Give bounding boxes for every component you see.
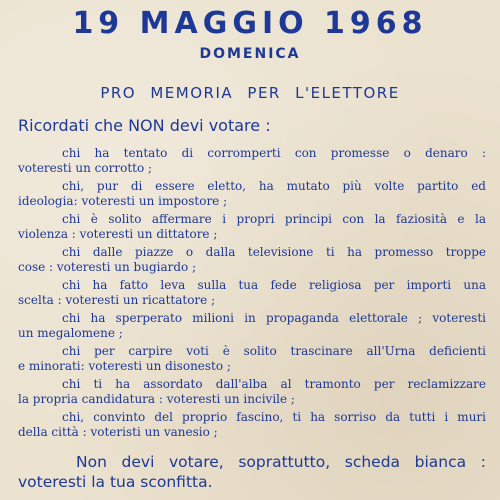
closing-statement <box>18 452 486 492</box>
item-line-1: chi per carpire voti è solito trascinare all'Urna deficienti <box>62 344 486 358</box>
item-line-2: la propria candidatura : voteresti un incivile ; <box>18 391 295 406</box>
memo-subtitle: PRO MEMORIA PER L'ELETTORE <box>100 84 400 102</box>
date-title: 19 MAGGIO 1968 <box>72 6 428 41</box>
item-line-1: chi ti ha assordato dall'alba al tramonto per reclamizzare <box>62 377 486 391</box>
list-item <box>18 311 486 340</box>
item-line-2: ideologia: voteresti un impostore ; <box>18 193 228 208</box>
item-line-1: chi ha fatto leva sulla tua fede religiosa per importi una <box>62 278 486 292</box>
item-line-1: chi dalle piazze o dalla televisione ti ha promesso troppe <box>62 245 486 259</box>
list-item <box>18 146 486 175</box>
item-line-2: scelta : voteresti un ricattatore ; <box>18 292 216 307</box>
list-item <box>18 179 486 208</box>
item-line-2: un megalomene ; <box>18 325 123 340</box>
closing-line-2: voteresti la tua sconfitta. <box>18 473 213 491</box>
reminder-heading: Ricordati che NON devi votare : <box>18 116 271 135</box>
item-line-1: chi, pur di essere eletto, ha mutato più volte partito ed <box>62 179 486 193</box>
list-item <box>18 212 486 241</box>
item-line-1: chi, convinto del proprio fascino, ti ha sorriso da tutti i muri <box>62 410 486 424</box>
list-item <box>18 278 486 307</box>
list-item <box>18 377 486 406</box>
item-line-2: della città : voteristi un vanesio ; <box>18 424 218 439</box>
item-line-2: voteresti un corrotto ; <box>18 160 153 175</box>
list-item <box>18 344 486 373</box>
item-line-1: chi ha tentato di corromperti con promesse o denaro : <box>62 146 486 160</box>
day-label: DOMENICA <box>199 46 301 62</box>
closing-line-1: Non devi votare, soprattutto, scheda bianca : <box>76 453 486 471</box>
item-line-2: e minorati: voteresti un disonesto ; <box>18 358 231 373</box>
item-list <box>18 146 486 443</box>
item-line-1: chi ha sperperato milioni in propaganda elettorale ; voteresti <box>62 311 486 325</box>
item-line-2: violenza : voteresti un dittatore ; <box>18 226 218 241</box>
list-item <box>18 245 486 274</box>
item-line-1: chi è solito affermare i propri principi con la faziosità e la <box>62 212 486 226</box>
item-line-2: cose : voteresti un bugiardo ; <box>18 259 197 274</box>
list-item <box>18 410 486 439</box>
